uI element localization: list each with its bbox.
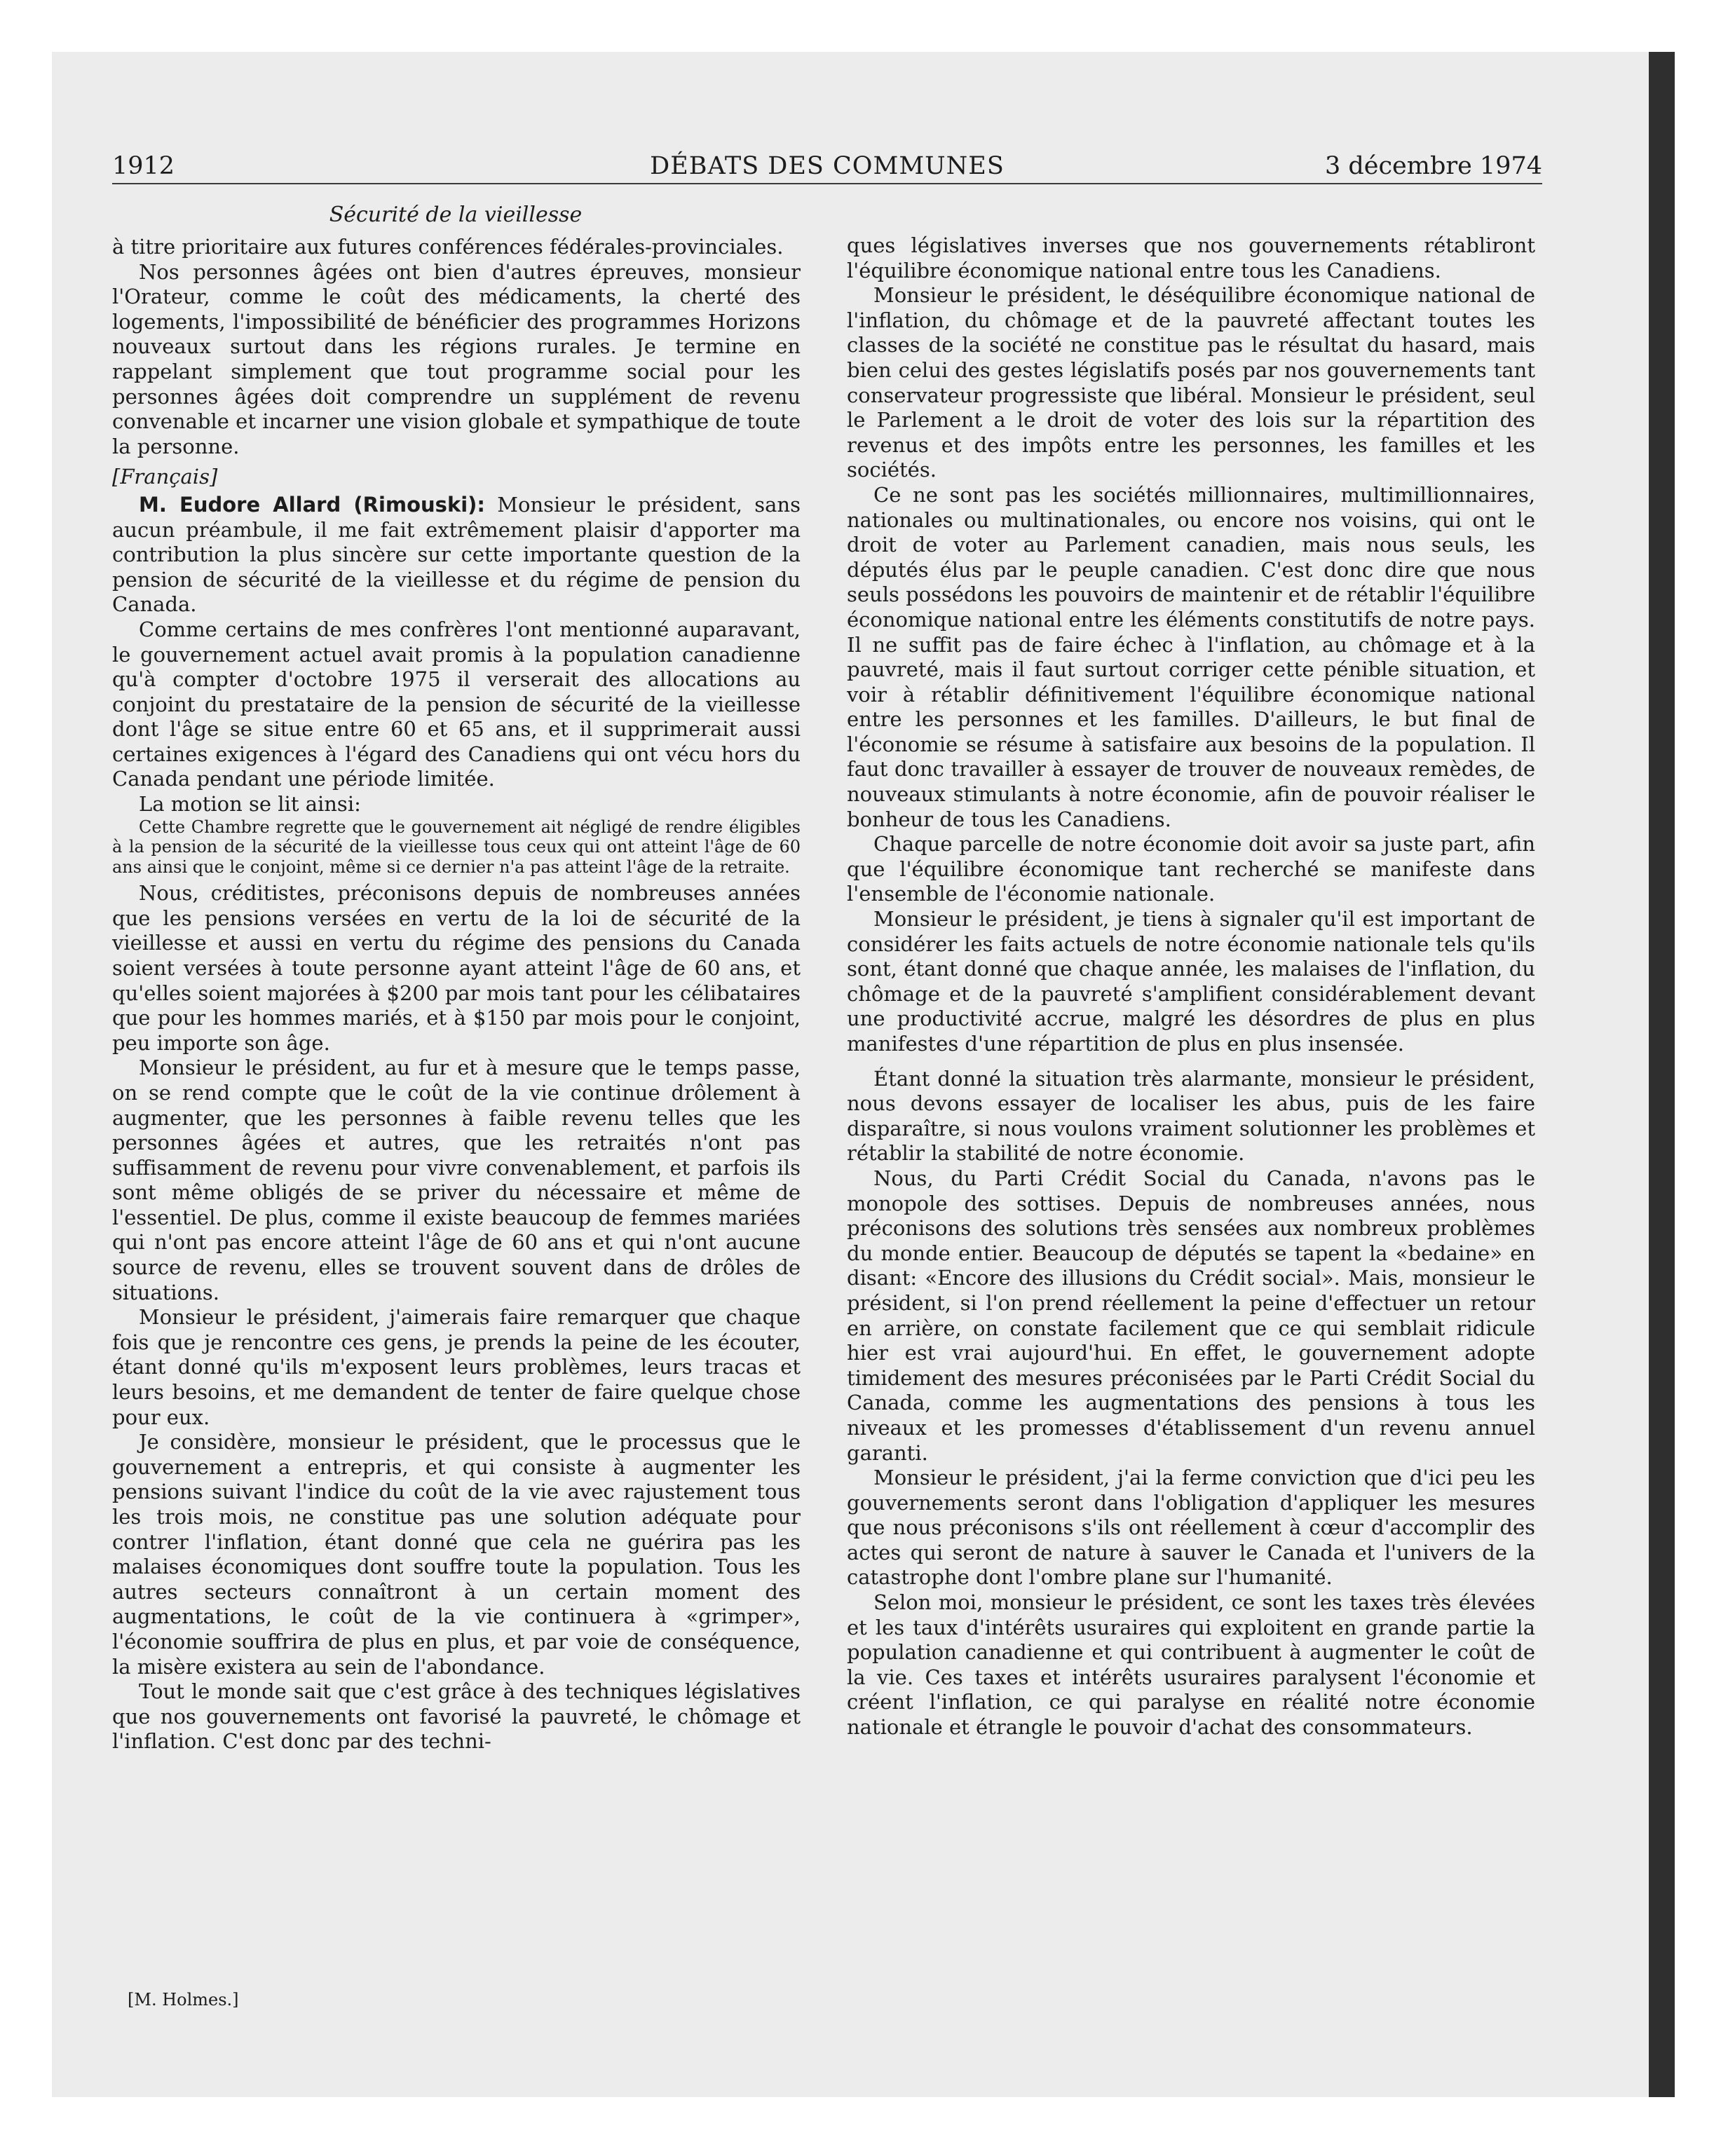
paragraph: à titre prioritaire aux futures conférences fédérales-provinciales. — [112, 235, 784, 259]
paragraph: Je considère, monsieur le président, que le processus que le gouvernement a entrepris, et qui consiste à augmenter les pensions suivant l'indice du coût de la vie avec rajustement tous les trois mois, ne constitue pas une solution adéquate pour contrer l'inflation, étant donné que cela ne guérira pas les malaises économiques dont souffre toute la population. Tous les autres secteurs connaîtront à un certain moment des augmentations, le coût de la vie continuera à «grimper», l'économie souffrira de plus en plus, et par voie de conséquence, la misère existera au sein de l'abondance. — [112, 1430, 801, 1679]
paragraph: Comme certains de mes confrères l'ont mentionné auparavant, le gouvernement actuel avait promis à la population canadienne qu'à compter d'octobre 1975 il verserait des allocations au conjoint du prestataire de la pension de sécurité de la vieillesse dont l'âge se situe entre 60 et 65 ans, et il supprimerait aussi certaines exigences à l'égard des Canadiens qui ont vécu hors du Canada pendant une période limitée. — [112, 617, 801, 791]
paragraph: Monsieur le président, le déséquilibre économique national de l'inflation, du chômage et de la pauvreté affectant toutes les classes de la société ne constitue pas le résultat du hasard, mais bien celui des gestes législatifs posés par nos gouvernements tant conservateur progressiste que libéral. Monsieur le président, seul le Parlement a le droit de voter des lois sur la répartition des revenus et des impôts entre les personnes, les familles et les sociétés. — [847, 283, 1535, 482]
motion-quote — [112, 817, 801, 878]
subject-heading: Sécurité de la vieillesse — [329, 203, 583, 227]
page-number: 1912 — [112, 152, 175, 180]
publication-date: 3 décembre 1974 — [1324, 152, 1542, 180]
document-page — [112, 151, 1542, 2015]
paragraph: Monsieur le président, j'ai la ferme conviction que d'ici peu les gouvernements seront dans l'obligation d'appliquer les mesures que nous préconisons s'ils ont réellement à cœur d'accomplir des actes qui seront de nature à sauver le Canada et l'univers de la catastrophe dont l'ombre plane sur l'humanité. — [847, 1466, 1535, 1590]
paragraph: Ce ne sont pas les sociétés millionnaires, multimillionnaires, nationales ou multinationales, ou encore nos voisins, qui ont le droit de voter au Parlement canadien, mais nous seuls, les députés élus par le peuple canadien. C'est donc dire que nous seuls possédons les pouvoirs de maintenir et de rétablir l'équilibre économique national entre les éléments constitutifs de notre pays. Il ne suffit pas de faire échec à l'inflation, au chômage et à la pauvreté, mais il faut surtout corriger cette pénible situation, et voir à rétablir définitivement l'équilibre économique national entre les personnes et les familles. D'ailleurs, le but final de l'économie se résume à satisfaire aux besoins de la population. Il faut donc travailler à essayer de trouver de nouveaux remèdes, de nouveaux stimulants à notre économie, afin de pouvoir réaliser le bonheur de tous les Canadiens. — [847, 482, 1535, 831]
speaker-text: Monsieur le président, sans aucun préambule, il me fait extrêmement plaisir d'apporter ma contribution la plus sincère sur cette importante question de la pension de sécurité de la vieillesse et du régime de pension du Canada. — [112, 492, 801, 617]
running-header — [112, 151, 1542, 184]
paragraph: Étant donné la situation très alarmante, monsieur le président, nous devons essayer de localiser les abus, puis de les faire disparaître, si nous voulons vraiment solutionner les problèmes et rétablir la stabilité de notre économie. — [847, 1066, 1535, 1166]
paragraph: Nos personnes âgées ont bien d'autres épreuves, monsieur l'Orateur, comme le coût des médicaments, la cherté des logements, l'impossibilité de bénéficier des programmes Horizons nouveaux surtout dans les régions rurales. Je termine en rappelant simplement que tout programme social pour les personnes âgées doit comprendre un supplément de revenu convenable et incarner une vision globale et sympathique de toute la personne. — [112, 259, 801, 458]
right-column — [847, 233, 1535, 1740]
paragraph: Nous, créditistes, préconisons depuis de nombreuses années que les pensions versées en vertu de la loi de sécurité de la vieillesse et aussi en vertu du régime des pensions du Canada soient versées à toute personne ayant atteint l'âge de 60 ans, et qu'elles soient majorées à $200 par mois tant pour les célibataires que pour les hommes mariés, et à $150 par mois pour le conjoint, peu importe son âge. — [112, 881, 801, 1055]
scan-edge-shadow — [1649, 52, 1675, 2097]
paragraph: Chaque parcelle de notre économie doit avoir sa juste part, afin que l'équilibre économique tant recherché se manifeste dans l'ensemble de l'économie nationale. — [847, 832, 1535, 906]
speaker-paragraph — [112, 493, 801, 618]
paragraph: Monsieur le président, j'aimerais faire remarquer que chaque fois que je rencontre ces gens, je prends la peine de les écouter, étant donné qu'ils m'exposent leurs problèmes, leurs tracas et leurs besoins, et me demandent de tenter de faire quelque chose pour eux. — [112, 1305, 801, 1429]
language-marker: [Français] — [112, 465, 218, 489]
speaker-name: M. Eudore Allard (Rimouski): — [139, 492, 486, 517]
paragraph: Tout le monde sait que c'est grâce à des techniques législatives que nos gouvernements ont favorisé la pauvreté, le chômage et l'inflation. C'est donc par des techni- — [112, 1679, 801, 1754]
paragraph: Nous, du Parti Crédit Social du Canada, n'avons pas le monopole des sottises. Depuis de nombreuses années, nous préconisons des solutions très sensées aux nombreux problèmes du monde entier. Beaucoup de députés se tapent la «bedaine» en disant: «Encore des illusions du Crédit social». Mais, monsieur le président, si l'on prend réellement la peine d'effectuer un retour en arrière, on constate facilement que ce qui semblait ridicule hier est vrai aujourd'hui. En effet, le gouvernement adopte timidement des mesures préconisées par le Parti Crédit Social du Canada, comme les augmentations des pensions à tous les niveaux et les promesses d'établissement d'un revenu annuel garanti. — [847, 1166, 1535, 1465]
paragraph: Selon moi, monsieur le président, ce sont les taxes très élevées et les taux d'intérêts usuraires qui exploitent en grande partie la population canadienne et qui contribuent à augmenter le coût de la vie. Ces taxes et intérêts usuraires paralysent l'économie et créent l'inflation, ce qui paralyse en réalité notre économie nationale et étrangle le pouvoir d'achat des consommateurs. — [847, 1590, 1535, 1740]
paragraph: La motion se lit ainsi: — [139, 792, 361, 817]
paragraph: ques législatives inverses que nos gouvernements rétabliront l'équilibre économique national entre tous les Canadiens. — [847, 233, 1535, 282]
publication-title: DÉBATS DES COMMUNES — [650, 152, 1005, 180]
paragraph: Monsieur le président, au fur et à mesure que le temps passe, on se rend compte que le coût de la vie continue drôlement à augmenter, que les personnes à faible revenu telles que les personnes âgées et autres, que les retraités n'ont pas suffisamment de revenu pour vivre convenablement, et parfois ils sont même obligés de se priver du nécessaire et même de l'essentiel. De plus, comme il existe beaucoup de femmes mariées qui n'ont pas encore atteint l'âge de 60 ans et qui n'ont aucune source de revenu, elles se trouvent souvent dans de drôles de situations. — [112, 1056, 801, 1304]
left-column — [112, 235, 801, 1754]
quote-text: Cette Chambre regrette que le gouvernement ait négligé de rendre éligibles à la pension de la sécurité de la vieillesse tous ceux qui ont atteint l'âge de 60 ans ainsi que le conjoint, même si ce dernier n'a pas atteint l'âge de la retraite. — [112, 817, 801, 877]
paragraph: Monsieur le président, je tiens à signaler qu'il est important de considérer les faits actuels de notre économie nationale tels qu'ils sont, étant donné que chaque année, les malaises de l'inflation, du chômage et de la pauvreté s'amplifient considérablement devant une productivité accrue, malgré les désordres de plus en plus manifestes d'une répartition de plus en plus insensée. — [847, 907, 1535, 1056]
footnote: [M. Holmes.] — [128, 1990, 239, 2010]
